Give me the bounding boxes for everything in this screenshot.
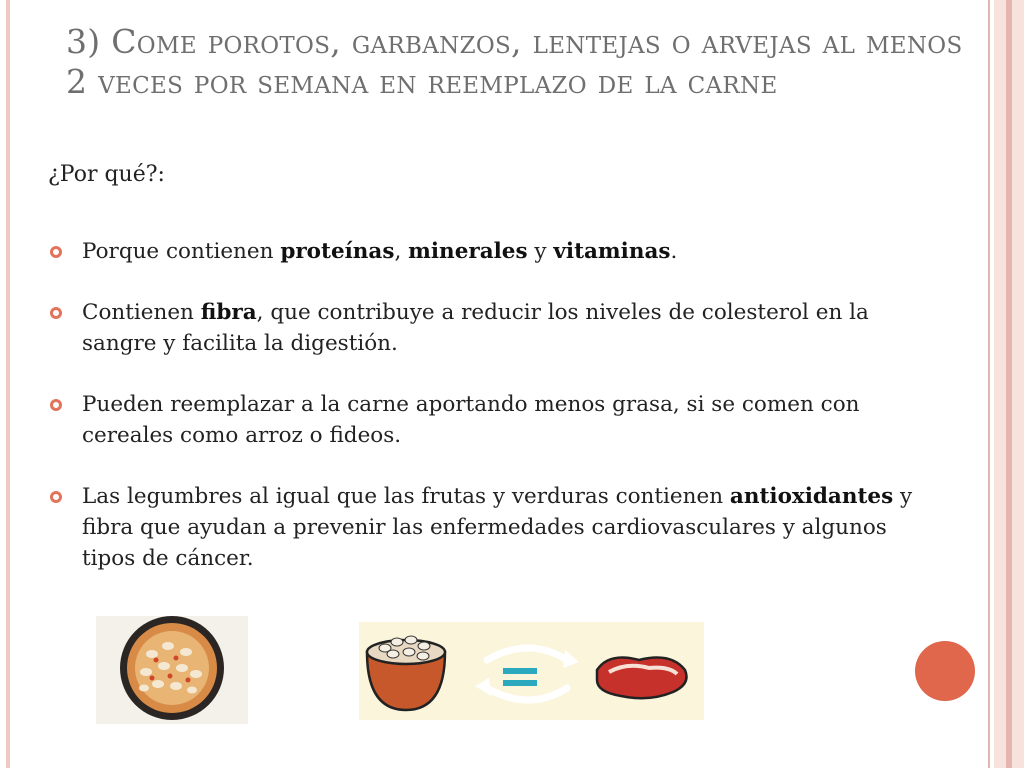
bullet-dot-icon xyxy=(50,246,62,258)
bullet-item-2 xyxy=(50,297,930,359)
bullet-text: . xyxy=(670,239,678,264)
bullet-item-3 xyxy=(50,389,930,451)
bullet-bold-text: fibra xyxy=(200,300,257,325)
beans-equals-meat-icon xyxy=(359,622,704,720)
slide-title: 3) Come porotos, garbanzos, lentejas o arvejas al menos 2 veces por semana en reemplazo de la carne xyxy=(66,22,963,101)
accent-circle-decoration xyxy=(915,641,975,701)
bullet-bold-text: minerales xyxy=(408,239,528,264)
bullet-text: Las legumbres al igual que las frutas y verduras contienen xyxy=(82,484,730,509)
bullet-bold-text: vitaminas xyxy=(553,239,671,264)
bullet-text: Porque contienen xyxy=(82,239,281,264)
bullet-item-1 xyxy=(50,236,930,267)
bullet-dot-icon xyxy=(50,307,62,319)
bullet-bold-text: antioxidantes xyxy=(729,484,894,509)
bullet-item-4 xyxy=(50,481,930,574)
left-border xyxy=(6,0,10,768)
bullet-text: y fibra que ayudan a prevenir las enfermedades cardiovasculares y algunos tipos de cáncer. xyxy=(82,484,913,571)
bullet-text: , que contribuye a reducir los niveles de colesterol en la sangre y facilita la digestión. xyxy=(82,300,869,356)
bullet-text: Pueden reemplazar a la carne aportando menos grasa, si se comen con cereales como arroz o fideos. xyxy=(82,392,860,448)
right-border-stripe xyxy=(1006,0,1012,768)
bullet-text: Contienen xyxy=(82,300,201,325)
bean-stew-icon xyxy=(96,616,248,724)
bullet-dot-icon xyxy=(50,399,62,411)
bean-stew-image xyxy=(96,616,248,724)
bullet-list xyxy=(50,236,930,604)
subtitle-question: ¿Por qué?: xyxy=(48,162,165,187)
bullet-text: , xyxy=(394,239,409,264)
beans-equals-meat-image xyxy=(359,622,704,720)
right-border-line xyxy=(988,0,990,768)
bullet-bold-text: proteínas xyxy=(280,239,395,264)
bullet-dot-icon xyxy=(50,491,62,503)
bullet-text: y xyxy=(527,239,554,264)
